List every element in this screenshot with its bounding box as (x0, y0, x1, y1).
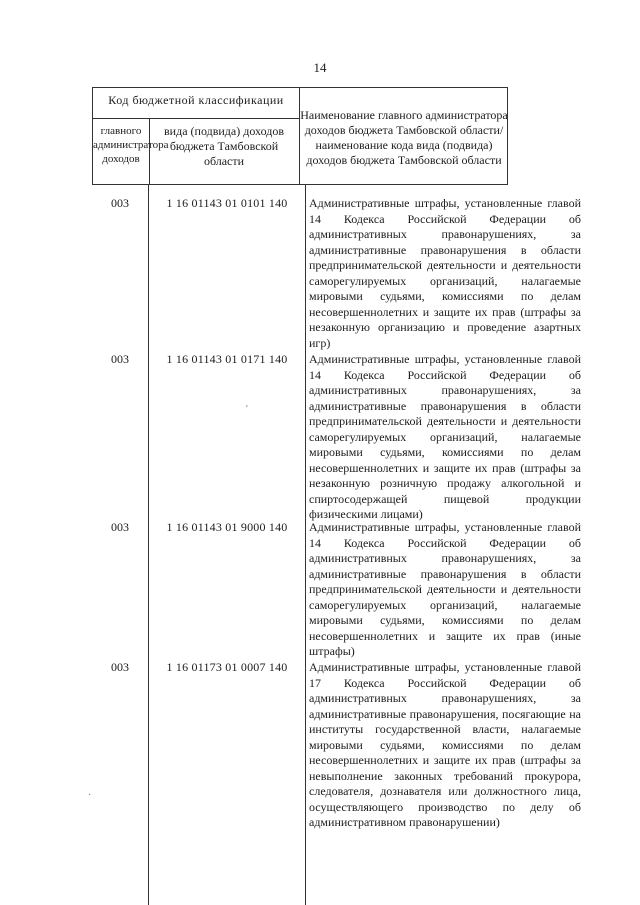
row-admin-code: 003 (111, 660, 129, 674)
row-admin-code: 003 (111, 520, 129, 534)
row-description: Административные штрафы, установленные главой 14 Кодекса Российской Федерации об административных правонарушениях, за административные правонарушения в области предпринимательской деятельности и деятельности саморегулируемых организаций, налагаемые мировыми судьями, комиссиями по делам несовершеннолетних и защите их прав (иные штрафы) (309, 520, 581, 658)
row-budget-code: 1 16 01143 01 0171 140 (166, 352, 288, 366)
row-admin-code: 003 (111, 352, 129, 366)
row-description: Административные штрафы, установленные главой 14 Кодекса Российской Федерации об административных правонарушениях, за административные правонарушения в области предпринимательской деятельности и деятельности саморегулируемых организаций, налагаемые мировыми судьями, комиссиями по делам несовершеннолетних и защите их прав (штрафы за незаконную организацию и проведение азартных игр) (309, 196, 581, 350)
scan-artifact: ' (246, 404, 248, 415)
header-col-admin: главного администратора доходов (93, 125, 169, 165)
page-number: 14 (313, 60, 327, 75)
row-budget-code: 1 16 01173 01 0007 140 (166, 660, 288, 674)
column-line-right (305, 185, 306, 905)
header-col-kind: вида (подвида) доходов бюджета Тамбовской области (164, 124, 284, 168)
row-description: Административные штрафы, установленные главой 17 Кодекса Российской Федерации об административных правонарушениях, за административные правонарушения, посягающие на институты государственной власти, налагаемые мировыми судьями, комиссиями по делам несовершеннолетних и защите их прав (штрафы за невыполнение законных требований прокурора, следователя, дознавателя или должностного лица, осуществляющего производство по делу об административном правонарушении) (309, 660, 581, 829)
table-header (92, 87, 508, 185)
column-line-left (148, 185, 149, 905)
row-budget-code: 1 16 01143 01 0101 140 (166, 196, 288, 210)
row-description: Административные штрафы, установленные главой 14 Кодекса Российской Федерации об административных правонарушениях, за административные правонарушения в области предпринимательской деятельности и деятельности саморегулируемых организаций, налагаемые мировыми судьями, комиссиями по делам несовершеннолетних и защите их прав (штрафы за незаконную розничную продажу алкогольной и спиртосодержащей пищевой продукции физическими лицами) (309, 352, 581, 521)
row-budget-code: 1 16 01143 01 9000 140 (166, 520, 288, 534)
header-hline (93, 118, 299, 119)
row-admin-code: 003 (111, 196, 129, 210)
header-col-name: Наименование главного администратора доходов бюджета Тамбовской области/наименование кода вида (подвида) доходов бюджета Тамбовской области (300, 108, 508, 167)
header-group-title: Код бюджетной классификации (108, 93, 284, 107)
scan-artifact: · (88, 790, 92, 801)
